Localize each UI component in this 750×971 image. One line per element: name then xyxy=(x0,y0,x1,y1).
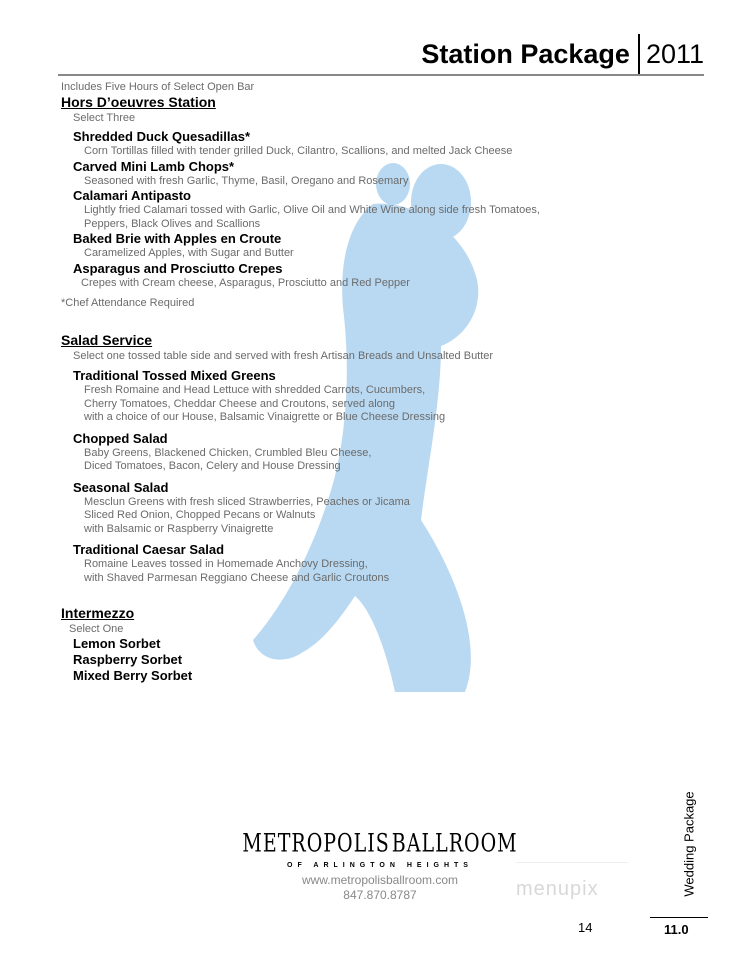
item-desc: Corn Tortillas filled with tender grilled Duck, Cilantro, Scallions, and melted Jack Cheese xyxy=(84,145,513,157)
item-name: Seasonal Salad xyxy=(73,479,169,495)
ballroom-logo xyxy=(242,828,518,902)
section-title-salad: Salad Service xyxy=(61,332,153,348)
item-desc: Sliced Red Onion, Chopped Pecans or Walnuts xyxy=(84,509,316,521)
menu-item-baked-brie xyxy=(61,231,621,261)
item-desc: Peppers, Black Olives and Scallions xyxy=(84,217,261,230)
page-header xyxy=(421,34,704,74)
menu-content xyxy=(61,80,621,684)
page-year: 2011 xyxy=(645,39,704,69)
section-select-salad: Select one tossed table side and served with fresh Artisan Breads and Unsalted Butter xyxy=(73,350,494,362)
section-select-intermezzo: Select One xyxy=(69,623,124,635)
section-title-hors: Hors D’oeuvres Station xyxy=(61,94,216,110)
item-name: Carved Mini Lamb Chops* xyxy=(73,158,235,174)
menu-item-caesar-salad xyxy=(61,542,621,585)
side-label xyxy=(678,770,700,918)
sorbet-item: Lemon Sorbet xyxy=(73,636,161,651)
watermark-line xyxy=(516,862,628,863)
section-number: 11.0 xyxy=(664,922,689,937)
item-desc: Seasoned with fresh Garlic, Thyme, Basil, Oregano and Rosemary xyxy=(84,174,409,187)
section-title-intermezzo: Intermezzo xyxy=(61,605,135,621)
item-desc: with Balsamic or Raspberry Vinaigrette xyxy=(84,522,274,535)
item-desc: Diced Tomatoes, Bacon, Celery and House Dressing xyxy=(84,460,341,472)
page-title: Station Package xyxy=(421,39,630,69)
item-desc: Cherry Tomatoes, Cheddar Cheese and Croutons, served along xyxy=(84,397,396,410)
menu-item-calamari xyxy=(61,188,621,231)
item-name: Traditional Tossed Mixed Greens xyxy=(73,368,276,383)
logo-wordmark xyxy=(242,818,518,859)
logo-left-word: METROPOLIS xyxy=(242,828,390,858)
item-desc: Fresh Romaine and Head Lettuce with shredded Carrots, Cucumbers, xyxy=(84,384,426,396)
sorbet-item: Raspberry Sorbet xyxy=(73,652,183,667)
menu-item-seasonal-salad xyxy=(61,480,621,537)
logo-right-word: BALLROOM xyxy=(391,828,518,858)
logo-subtitle: OF ARLINGTON HEIGHTS xyxy=(287,862,473,869)
item-desc: Romaine Leaves tossed in Homemade Anchovy Dressing, xyxy=(84,558,368,570)
menu-item-duck-quesadillas xyxy=(61,129,621,159)
item-name: Asparagus and Prosciutto Crepes xyxy=(73,260,283,276)
intro-text: Includes Five Hours of Select Open Bar xyxy=(61,81,255,93)
item-name: Calamari Antipasto xyxy=(73,188,191,203)
item-desc: with a choice of our House, Balsamic Vinaigrette or Blue Cheese Dressing xyxy=(84,411,446,423)
item-desc: Lightly fried Calamari tossed with Garlic, Olive Oil and White Wine along side fresh Tomatoes, xyxy=(84,204,540,216)
item-desc: with Shaved Parmesan Reggiano Cheese and Garlic Croutons xyxy=(84,571,390,584)
section-rule xyxy=(650,917,708,918)
item-desc: Caramelized Apples, with Sugar and Butter xyxy=(84,247,294,259)
section-select-hors: Select Three xyxy=(73,112,136,124)
side-label-text: Wedding Package xyxy=(681,791,697,897)
item-desc: Crepes with Cream cheese, Asparagus, Prosciutto and Red Pepper xyxy=(81,276,410,289)
item-desc: Mesclun Greens with fresh sliced Strawberries, Peaches or Jicama xyxy=(84,495,410,508)
phone-text: 847.870.8787 xyxy=(343,888,417,902)
item-desc: Baby Greens, Blackened Chicken, Crumbled Bleu Cheese, xyxy=(84,446,372,459)
page-number: 14 xyxy=(578,920,593,935)
menu-item-asparagus-crepes xyxy=(61,261,621,291)
menu-item-tossed-greens xyxy=(61,368,621,425)
menupix-watermark: menupix xyxy=(516,878,599,900)
header-rule xyxy=(58,74,704,76)
menu-item-chopped-salad xyxy=(61,431,621,474)
item-name: Traditional Caesar Salad xyxy=(73,542,225,557)
sorbet-item: Mixed Berry Sorbet xyxy=(73,668,193,683)
item-name: Baked Brie with Apples en Croute xyxy=(73,231,282,246)
item-name: Shredded Duck Quesadillas* xyxy=(73,129,251,144)
menu-item-lamb-chops xyxy=(61,159,621,189)
item-name: Chopped Salad xyxy=(73,430,168,446)
website-text: www.metropolisballroom.com xyxy=(301,873,459,887)
chef-note: *Chef Attendance Required xyxy=(61,297,195,309)
